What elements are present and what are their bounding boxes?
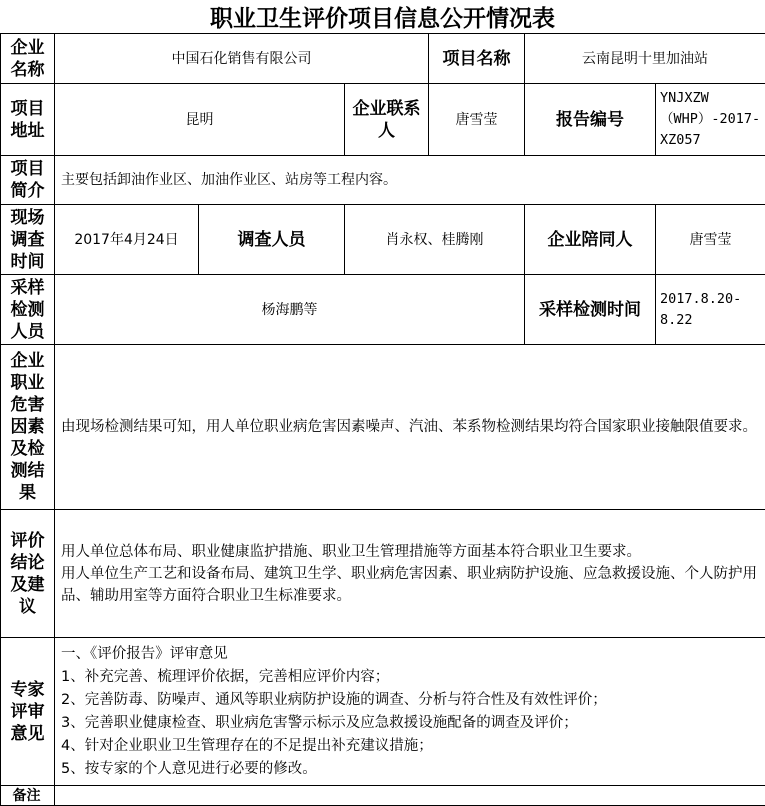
remark-value bbox=[55, 786, 765, 806]
hazard-result-label: 企业职业危害因素及检测结果 bbox=[1, 345, 55, 510]
row-sampling bbox=[1, 275, 765, 345]
contact-label: 企业联系人 bbox=[345, 84, 429, 156]
row-address bbox=[1, 84, 765, 156]
project-address-label: 项目地址 bbox=[1, 84, 55, 156]
row-expert bbox=[1, 638, 765, 786]
enterprise-name-value: 中国石化销售有限公司 bbox=[55, 34, 429, 84]
row-summary bbox=[1, 156, 765, 205]
row-conclusion bbox=[1, 510, 765, 638]
sampling-time-value: 2017.8.20-8.22 bbox=[656, 275, 765, 345]
report-no-label: 报告编号 bbox=[525, 84, 656, 156]
row-enterprise bbox=[1, 34, 765, 84]
surveyors-label: 调查人员 bbox=[199, 205, 345, 275]
expert-opinion-value bbox=[55, 638, 765, 786]
survey-time-label: 现场调查时间 bbox=[1, 205, 55, 275]
escort-value: 唐雪莹 bbox=[656, 205, 765, 275]
expert-opinion-label: 专家评审意见 bbox=[1, 638, 55, 786]
page-title: 职业卫生评价项目信息公开情况表 bbox=[0, 0, 765, 33]
conclusion-paragraph-2: 用人单位生产工艺和设备布局、建筑卫生学、职业病危害因素、职业病防护设施、应急救援设施、个人防护用品、辅助用室等方面符合职业卫生标准要求。 bbox=[61, 563, 761, 607]
expert-line: 4、针对企业职业卫生管理存在的不足提出补充建议措施； bbox=[61, 735, 761, 758]
expert-line: 一、《评价报告》评审意见 bbox=[61, 643, 761, 666]
conclusion-value bbox=[55, 510, 765, 638]
project-summary-label: 项目简介 bbox=[1, 156, 55, 205]
expert-line: 3、完善职业健康检查、职业病危害警示标示及应急救援设施配备的调查及评价； bbox=[61, 712, 761, 735]
row-hazard bbox=[1, 345, 765, 510]
sampling-staff-label: 采样检测人员 bbox=[1, 275, 55, 345]
remark-label: 备注 bbox=[1, 786, 55, 806]
project-summary-value: 主要包括卸油作业区、加油作业区、站房等工程内容。 bbox=[55, 156, 765, 205]
survey-time-value: 2017年4月24日 bbox=[55, 205, 199, 275]
project-address-value: 昆明 bbox=[55, 84, 345, 156]
project-name-label: 项目名称 bbox=[429, 34, 525, 84]
info-table bbox=[0, 33, 765, 806]
conclusion-paragraph-1: 用人单位总体布局、职业健康监护措施、职业卫生管理措施等方面基本符合职业卫生要求。 bbox=[61, 541, 761, 563]
hazard-result-value: 由现场检测结果可知，用人单位职业病危害因素噪声、汽油、苯系物检测结果均符合国家职业接触限值要求。 bbox=[55, 345, 765, 510]
expert-line: 2、完善防毒、防噪声、通风等职业病防护设施的调查、分析与符合性及有效性评价； bbox=[61, 689, 761, 712]
row-remark bbox=[1, 786, 765, 806]
row-survey bbox=[1, 205, 765, 275]
project-name-value: 云南昆明十里加油站 bbox=[525, 34, 765, 84]
report-no-value: YNJXZW（WHP）-2017-XZ057 bbox=[656, 84, 765, 156]
sampling-staff-value: 杨海鹏等 bbox=[55, 275, 525, 345]
sampling-time-label: 采样检测时间 bbox=[525, 275, 656, 345]
expert-line: 1、补充完善、梳理评价依据，完善相应评价内容； bbox=[61, 666, 761, 689]
escort-label: 企业陪同人 bbox=[525, 205, 656, 275]
surveyors-value: 肖永权、桂腾刚 bbox=[345, 205, 525, 275]
contact-value: 唐雪莹 bbox=[429, 84, 525, 156]
conclusion-label: 评价结论及建议 bbox=[1, 510, 55, 638]
enterprise-name-label: 企业名称 bbox=[1, 34, 55, 84]
expert-line: 5、按专家的个人意见进行必要的修改。 bbox=[61, 758, 761, 781]
